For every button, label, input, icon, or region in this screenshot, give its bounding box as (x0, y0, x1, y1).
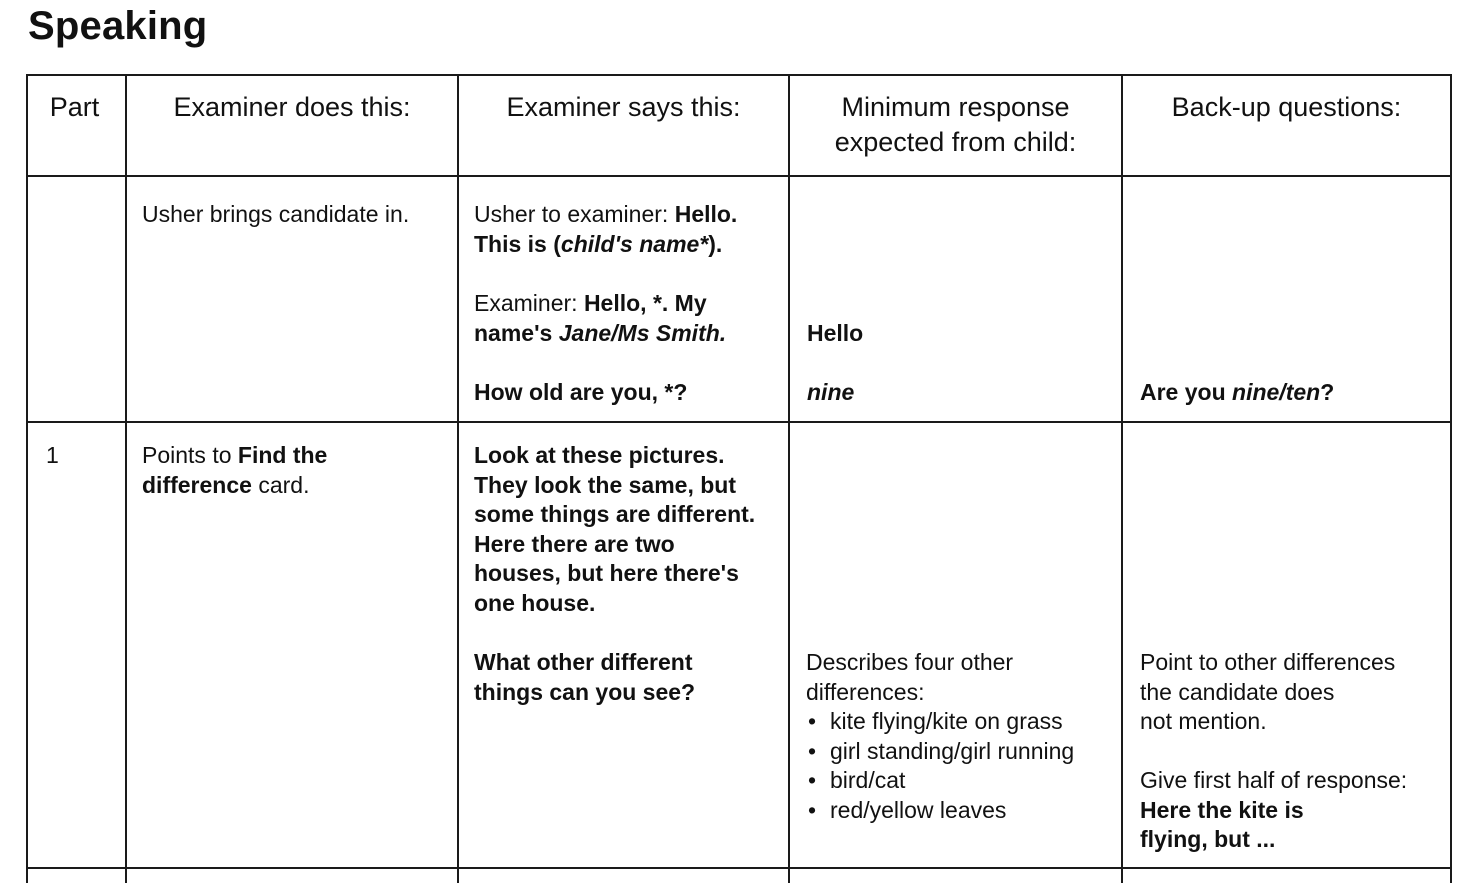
backup-line: Here the kite is (1140, 796, 1304, 823)
intro-backup-question: Are you nine/ten? (1140, 379, 1335, 405)
backup-line: Give first half of response: (1140, 767, 1408, 793)
min-line: differences: (806, 678, 925, 705)
row-divider (26, 421, 1452, 423)
table-border-right (1450, 74, 1452, 883)
header-examiner-does: Examiner does this: (173, 92, 411, 122)
part-1-backup-questions (1140, 648, 1446, 855)
part-1-minimum-response (806, 648, 1118, 825)
says-line: Here there are two (474, 530, 675, 557)
header-minimum-response (790, 90, 1121, 160)
page-title: Speaking (28, 4, 208, 48)
intro-how-old-question: How old are you, *? (474, 379, 688, 405)
backup-line: Point to other differences (1140, 649, 1396, 675)
intro-examiner-speech: Examiner: Hello, *. My name's Jane/Ms Smith. (474, 290, 727, 346)
question-line: What other different (474, 649, 693, 675)
header-backup-questions: Back-up questions: (1171, 92, 1402, 122)
min-line: Describes four other (806, 649, 1014, 675)
list-item: • kite flying/kite on grass (806, 707, 1118, 737)
column-divider (125, 74, 127, 883)
header-minimum-line: Minimum response (841, 92, 1070, 122)
row-divider (26, 867, 1452, 869)
header-minimum-line: expected from child: (834, 127, 1077, 157)
question-line: things can you see? (474, 678, 696, 705)
table-border-top (26, 74, 1452, 76)
part-1-question (474, 648, 784, 707)
intro-min-nine: nine (807, 379, 855, 405)
backup-line: not mention. (1140, 708, 1267, 734)
table-border-left (26, 74, 28, 883)
backup-line: the candidate does (1140, 678, 1335, 705)
list-item: • red/yellow leaves (806, 796, 1118, 826)
says-line: one house. (474, 589, 596, 616)
differences-list (806, 707, 1118, 825)
column-divider (1121, 74, 1123, 883)
part-1-number: 1 (46, 442, 59, 468)
column-divider (457, 74, 459, 883)
backup-line: flying, but ... (1140, 826, 1276, 852)
part-1-examiner-does: Points to Find the difference card. (142, 442, 328, 498)
column-divider (788, 74, 790, 883)
row-divider (26, 175, 1452, 177)
header-examiner-says: Examiner says this: (506, 92, 741, 122)
list-item: • girl standing/girl running (806, 737, 1118, 767)
says-line: houses, but here there's (474, 560, 739, 586)
intro-usher-speech: Usher to examiner: Hello. This is (child's name*). (474, 201, 738, 257)
intro-examiner-does: Usher brings candidate in. (142, 201, 410, 227)
intro-min-hello: Hello (807, 320, 864, 346)
part-1-examiner-says (474, 441, 788, 618)
list-item: • bird/cat (806, 766, 1118, 796)
says-line: They look the same, but (474, 471, 736, 498)
says-line: some things are different. (474, 501, 756, 527)
says-line: Look at these pictures. (474, 442, 725, 468)
header-part: Part (49, 92, 100, 122)
